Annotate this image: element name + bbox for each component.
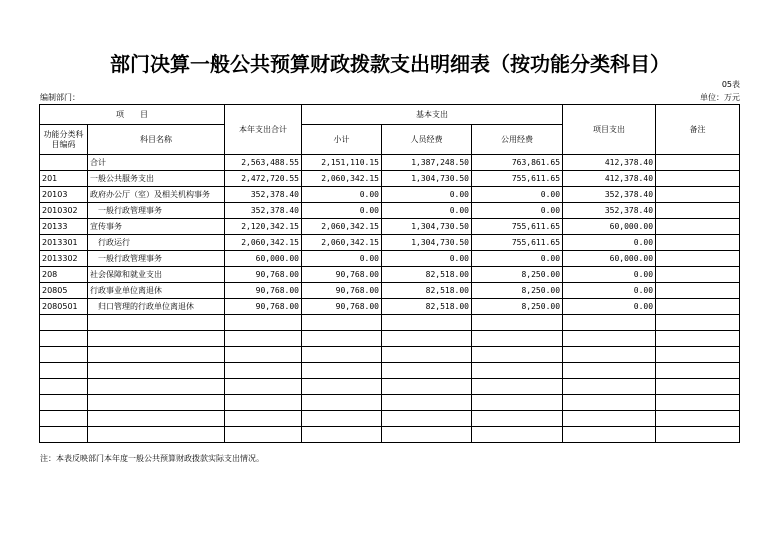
cell-personnel: 1,304,730.50	[382, 171, 472, 187]
table-row	[40, 267, 740, 283]
cell-name: 行政事业单位离退休	[88, 283, 225, 299]
cell-project: 352,378.40	[563, 187, 656, 203]
cell-total: 2,472,720.55	[225, 171, 302, 187]
empty-cell	[40, 411, 88, 427]
cell-remark	[656, 187, 740, 203]
empty-cell	[472, 411, 563, 427]
code-header: 功能分类科目编码	[40, 125, 88, 155]
empty-cell	[225, 427, 302, 443]
empty-cell	[563, 427, 656, 443]
cell-code: 2080501	[40, 299, 88, 315]
empty-cell	[40, 363, 88, 379]
empty-cell	[563, 315, 656, 331]
cell-code: 20133	[40, 219, 88, 235]
public-header: 公用经费	[472, 125, 563, 155]
empty-cell	[382, 315, 472, 331]
cell-remark	[656, 155, 740, 171]
cell-code	[40, 155, 88, 171]
cell-subtotal: 2,060,342.15	[302, 219, 382, 235]
empty-row	[40, 427, 740, 443]
empty-cell	[472, 379, 563, 395]
table-row	[40, 251, 740, 267]
cell-public: 755,611.65	[472, 171, 563, 187]
empty-cell	[382, 331, 472, 347]
unit-label: 单位：万元	[700, 93, 740, 102]
cell-subtotal: 90,768.00	[302, 267, 382, 283]
cell-public: 8,250.00	[472, 267, 563, 283]
empty-cell	[563, 379, 656, 395]
cell-project: 0.00	[563, 283, 656, 299]
empty-cell	[88, 427, 225, 443]
item-group-header: 项 目	[40, 105, 225, 125]
empty-cell	[656, 331, 740, 347]
cell-personnel: 1,387,248.50	[382, 155, 472, 171]
cell-public: 0.00	[472, 251, 563, 267]
cell-subtotal: 2,151,110.15	[302, 155, 382, 171]
cell-total: 352,378.40	[225, 187, 302, 203]
cell-remark	[656, 235, 740, 251]
cell-personnel: 82,518.00	[382, 283, 472, 299]
empty-cell	[225, 363, 302, 379]
cell-total: 2,120,342.15	[225, 219, 302, 235]
empty-cell	[225, 411, 302, 427]
cell-total: 60,000.00	[225, 251, 302, 267]
cell-name: 一般公共服务支出	[88, 171, 225, 187]
empty-cell	[382, 363, 472, 379]
empty-cell	[88, 331, 225, 347]
empty-cell	[302, 379, 382, 395]
empty-cell	[88, 363, 225, 379]
empty-cell	[382, 379, 472, 395]
total-header: 本年支出合计	[225, 105, 302, 155]
empty-cell	[40, 347, 88, 363]
cell-remark	[656, 203, 740, 219]
empty-cell	[225, 315, 302, 331]
empty-cell	[656, 363, 740, 379]
empty-cell	[656, 379, 740, 395]
empty-cell	[302, 395, 382, 411]
empty-cell	[472, 315, 563, 331]
empty-row	[40, 347, 740, 363]
cell-total: 2,563,488.55	[225, 155, 302, 171]
table-row	[40, 171, 740, 187]
empty-cell	[225, 395, 302, 411]
cell-name: 一般行政管理事务	[88, 251, 225, 267]
table-body	[40, 155, 740, 443]
cell-name: 社会保障和就业支出	[88, 267, 225, 283]
cell-personnel: 82,518.00	[382, 267, 472, 283]
cell-total: 90,768.00	[225, 299, 302, 315]
table-row	[40, 219, 740, 235]
cell-code: 20103	[40, 187, 88, 203]
empty-cell	[563, 347, 656, 363]
empty-cell	[656, 347, 740, 363]
cell-code: 208	[40, 267, 88, 283]
cell-public: 8,250.00	[472, 299, 563, 315]
remark-header: 备注	[656, 105, 740, 155]
empty-cell	[472, 395, 563, 411]
table-row	[40, 155, 740, 171]
cell-name: 行政运行	[88, 235, 225, 251]
empty-cell	[302, 315, 382, 331]
cell-subtotal: 2,060,342.15	[302, 171, 382, 187]
cell-total: 352,378.40	[225, 203, 302, 219]
cell-remark	[656, 299, 740, 315]
footnote: 注：本表反映部门本年度一般公共预算财政拨款实际支出情况。	[40, 454, 264, 463]
cell-personnel: 0.00	[382, 251, 472, 267]
cell-name: 宣传事务	[88, 219, 225, 235]
cell-subtotal: 90,768.00	[302, 283, 382, 299]
cell-public: 0.00	[472, 203, 563, 219]
cell-total: 2,060,342.15	[225, 235, 302, 251]
empty-cell	[382, 395, 472, 411]
empty-cell	[88, 395, 225, 411]
empty-cell	[88, 347, 225, 363]
cell-remark	[656, 219, 740, 235]
empty-cell	[382, 347, 472, 363]
cell-project: 412,378.40	[563, 171, 656, 187]
empty-row	[40, 379, 740, 395]
empty-cell	[472, 331, 563, 347]
empty-row	[40, 411, 740, 427]
cell-code: 2010302	[40, 203, 88, 219]
cell-code: 2013302	[40, 251, 88, 267]
empty-cell	[656, 427, 740, 443]
cell-remark	[656, 283, 740, 299]
cell-code: 201	[40, 171, 88, 187]
subtotal-header: 小计	[302, 125, 382, 155]
empty-cell	[225, 379, 302, 395]
empty-cell	[225, 331, 302, 347]
table-row	[40, 283, 740, 299]
cell-name: 政府办公厅（室）及相关机构事务	[88, 187, 225, 203]
cell-code: 20805	[40, 283, 88, 299]
cell-subtotal: 0.00	[302, 203, 382, 219]
cell-subtotal: 0.00	[302, 251, 382, 267]
empty-cell	[302, 427, 382, 443]
cell-personnel: 0.00	[382, 203, 472, 219]
empty-cell	[472, 347, 563, 363]
org-label: 编制部门：	[40, 93, 80, 102]
cell-remark	[656, 171, 740, 187]
cell-name: 一般行政管理事务	[88, 203, 225, 219]
cell-remark	[656, 251, 740, 267]
empty-cell	[563, 331, 656, 347]
empty-row	[40, 395, 740, 411]
basic-expenditure-header: 基本支出	[302, 105, 563, 125]
expenditure-table	[39, 104, 740, 443]
page-title: 部门决算一般公共预算财政拨款支出明细表（按功能分类科目）	[110, 52, 670, 76]
empty-cell	[302, 411, 382, 427]
empty-cell	[563, 363, 656, 379]
empty-cell	[563, 395, 656, 411]
cell-project: 0.00	[563, 299, 656, 315]
empty-cell	[40, 395, 88, 411]
table-row	[40, 299, 740, 315]
empty-cell	[656, 395, 740, 411]
empty-cell	[302, 347, 382, 363]
cell-personnel: 1,304,730.50	[382, 235, 472, 251]
empty-cell	[88, 379, 225, 395]
cell-name: 归口管理的行政单位离退休	[88, 299, 225, 315]
empty-cell	[40, 379, 88, 395]
empty-cell	[656, 315, 740, 331]
empty-cell	[88, 315, 225, 331]
empty-cell	[656, 411, 740, 427]
cell-project: 352,378.40	[563, 203, 656, 219]
cell-code: 2013301	[40, 235, 88, 251]
cell-public: 763,861.65	[472, 155, 563, 171]
empty-cell	[40, 315, 88, 331]
cell-public: 755,611.65	[472, 219, 563, 235]
form-number: 05表	[721, 80, 740, 89]
empty-cell	[382, 427, 472, 443]
cell-subtotal: 2,060,342.15	[302, 235, 382, 251]
name-header: 科目名称	[88, 125, 225, 155]
cell-subtotal: 90,768.00	[302, 299, 382, 315]
cell-personnel: 82,518.00	[382, 299, 472, 315]
cell-public: 0.00	[472, 187, 563, 203]
cell-public: 755,611.65	[472, 235, 563, 251]
cell-subtotal: 0.00	[302, 187, 382, 203]
cell-total: 90,768.00	[225, 267, 302, 283]
empty-cell	[382, 411, 472, 427]
empty-cell	[302, 331, 382, 347]
cell-remark	[656, 267, 740, 283]
cell-personnel: 1,304,730.50	[382, 219, 472, 235]
empty-cell	[302, 363, 382, 379]
empty-row	[40, 315, 740, 331]
cell-project: 0.00	[563, 267, 656, 283]
cell-name: 合计	[88, 155, 225, 171]
cell-public: 8,250.00	[472, 283, 563, 299]
cell-project: 0.00	[563, 235, 656, 251]
project-expenditure-header: 项目支出	[563, 105, 656, 155]
empty-cell	[88, 411, 225, 427]
table-row	[40, 235, 740, 251]
empty-cell	[40, 427, 88, 443]
table-row	[40, 187, 740, 203]
empty-row	[40, 363, 740, 379]
empty-cell	[472, 427, 563, 443]
personnel-header: 人员经费	[382, 125, 472, 155]
cell-personnel: 0.00	[382, 187, 472, 203]
cell-total: 90,768.00	[225, 283, 302, 299]
empty-row	[40, 331, 740, 347]
cell-project: 60,000.00	[563, 219, 656, 235]
empty-cell	[40, 331, 88, 347]
empty-cell	[225, 347, 302, 363]
empty-cell	[472, 363, 563, 379]
empty-cell	[563, 411, 656, 427]
cell-project: 412,378.40	[563, 155, 656, 171]
cell-project: 60,000.00	[563, 251, 656, 267]
table-row	[40, 203, 740, 219]
